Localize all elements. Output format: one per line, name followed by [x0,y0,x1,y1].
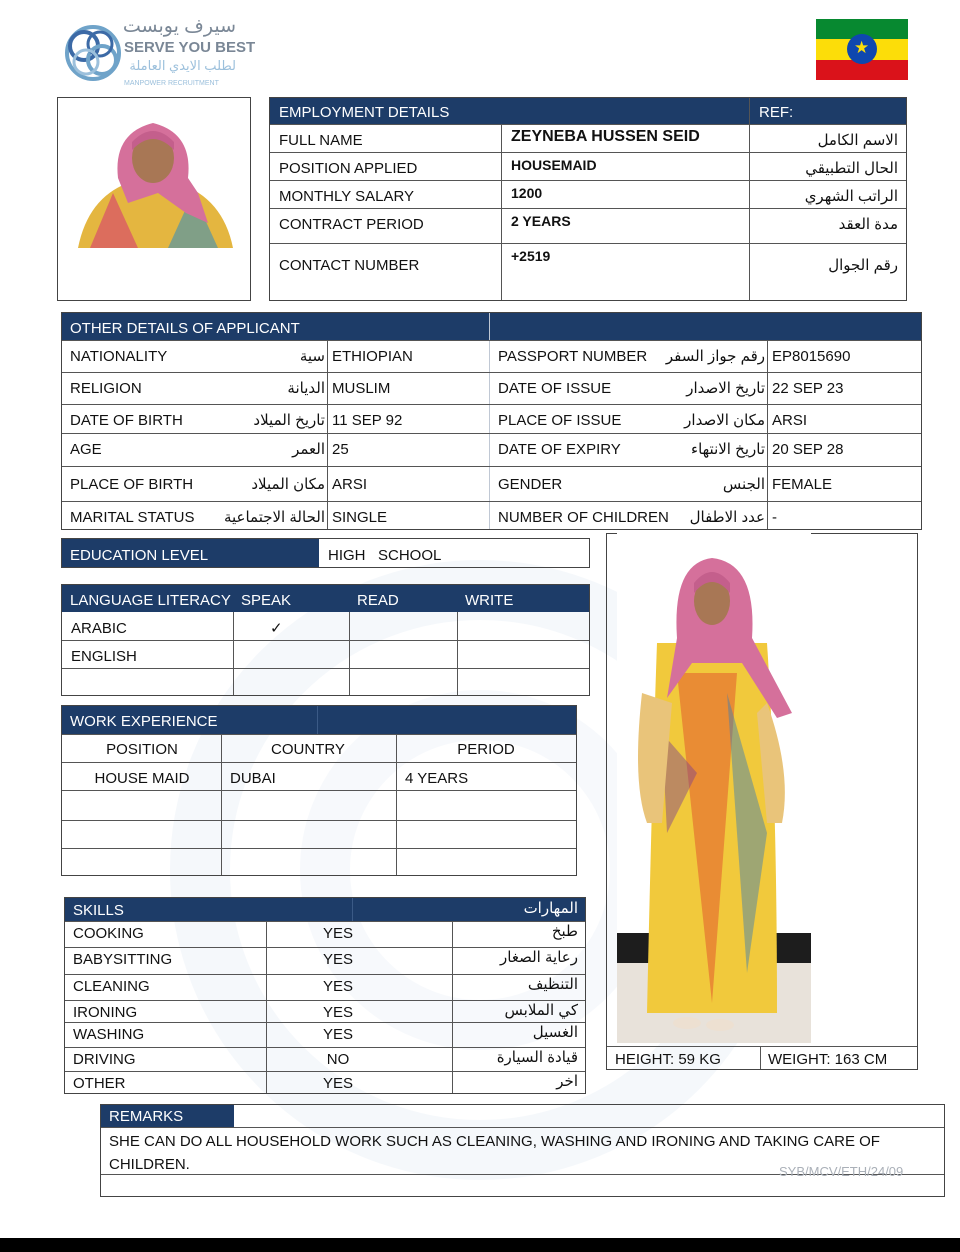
full-body-photo [617,533,811,1043]
row-divider [65,1071,585,1072]
row-divider [270,243,906,244]
weight-label: WEIGHT: 163 CM [768,1051,888,1068]
detail-label-ar: الحالة الاجتماعية [223,509,325,526]
skill-name-ar: الغسيل [532,1024,578,1041]
skill-value: YES [322,925,353,942]
work-header: COUNTRY [271,741,345,758]
language-header: READ [357,592,399,609]
employment-value: HOUSEMAID [511,157,597,173]
skill-name-ar: طبخ [551,923,578,940]
skill-value: YES [322,1075,353,1092]
detail-label: NUMBER OF CHILDREN [498,509,669,526]
detail-label: DATE OF BIRTH [70,412,183,429]
detail-value: SINGLE [332,509,388,526]
row-divider [62,372,921,373]
detail-value: EP8015690 [772,348,851,365]
detail-label-ar: الجنس [722,476,765,493]
remarks-title: REMARKS [109,1108,184,1125]
row-divider [62,404,921,405]
skill-name: WASHING [73,1026,145,1043]
skills-title-ar: المهارات [523,900,578,917]
employment-label-ar: مدة العقد [838,216,898,233]
detail-label: DATE OF EXPIRY [498,441,621,458]
detail-label: MARITAL STATUS [70,509,195,526]
employment-value: ZEYNEBA HUSSEN SEID [511,128,700,145]
skill-name: BABYSITTING [73,951,173,968]
ref-label: REF: [759,104,794,121]
detail-label-ar: مكان الميلاد [251,476,325,493]
company-logo [62,16,256,88]
work-country: DUBAI [230,770,276,787]
employment-label-ar: الاسم الكامل [817,132,898,149]
portrait-photo-frame [57,97,251,301]
work-period: 4 YEARS [405,770,469,787]
detail-value: FEMALE [772,476,833,493]
col-divider [457,612,458,695]
work-header: PERIOD [457,741,515,758]
logo-english-text: SERVE YOU BEST [124,39,256,56]
row-divider [62,640,589,641]
work-header: POSITION [106,741,178,758]
skill-name: COOKING [73,925,144,942]
employment-label-ar: الحال التطبيقي [805,160,898,177]
row-divider [270,208,906,209]
detail-label-ar: سية [299,348,325,365]
detail-label: PLACE OF ISSUE [498,412,622,429]
detail-value: 25 [332,441,349,458]
skill-value: YES [322,978,353,995]
row-divider [270,124,906,125]
remarks-text: SHE CAN DO ALL HOUSEHOLD WORK SUCH AS CLEANING, WASHING AND IRONING AND TAKING CARE OF CHILDREN. [109,1133,880,1173]
detail-value: ARSI [332,476,368,493]
skill-name-ar: كي الملابس [504,1002,578,1019]
detail-label: RELIGION [70,380,142,397]
detail-value: 20 SEP 28 [772,441,844,458]
detail-label-ar: تاريخ الانتهاء [691,441,765,458]
row-divider [62,762,576,763]
row-divider [62,340,921,341]
detail-value: ETHIOPIAN [332,348,413,365]
row-divider [62,848,576,849]
language-cell: ENGLISH [71,648,137,665]
detail-label-ar: العمر [292,441,325,458]
detail-label: AGE [70,441,102,458]
skill-name-ar: اخر [556,1073,578,1090]
employment-value: 1200 [511,185,543,201]
skills-title: SKILLS [73,902,124,919]
skill-name: DRIVING [73,1051,136,1068]
employment-label: CONTACT NUMBER [279,257,420,274]
other-details-title: OTHER DETAILS OF APPLICANT [70,320,300,337]
row-divider [62,466,921,467]
detail-value: 22 SEP 23 [772,380,844,397]
employment-value: +2519 [511,248,551,264]
skill-name: CLEANING [73,978,150,995]
skill-name-ar: رعاية الصغار [500,949,578,966]
employment-label-ar: رقم الجوال [828,257,898,274]
detail-value: MUSLIM [332,380,391,397]
work-experience-title: WORK EXPERIENCE [70,713,218,730]
detail-label: DATE OF ISSUE [498,380,612,397]
language-header: WRITE [465,592,514,609]
col-divider [396,734,397,875]
skill-value: YES [322,1004,353,1021]
col-divider [221,734,222,875]
logo-knot-icon [62,20,124,86]
detail-label-ar: تاريخ الاصدار [686,380,765,397]
row-divider [62,501,921,502]
row-divider [62,433,921,434]
logo-arabic-text: سيرف يوبست [122,16,236,37]
detail-label: GENDER [498,476,563,493]
detail-label: PLACE OF BIRTH [70,476,194,493]
portrait-photo [58,98,249,298]
row-divider [62,790,576,791]
logo-arabic-subtext: لطلب الايدي العاملة [129,58,236,73]
detail-value: - [772,509,777,526]
logo-english-subtext: MANPOWER RECRUITMENT [124,80,219,87]
divider [749,98,750,300]
height-label: HEIGHT: 59 KG [615,1051,721,1068]
ethiopia-flag-icon: ★ [816,19,908,80]
reference-code: SYB/MCV/ETH/24/09 [779,1164,904,1179]
detail-label-ar: مكان الاصدار [684,412,765,429]
row-divider [270,152,906,153]
employment-value: 2 YEARS [511,213,571,229]
employment-label: FULL NAME [279,132,363,149]
work-position: HOUSE MAID [94,770,190,787]
row-divider [62,820,576,821]
employment-label: MONTHLY SALARY [279,188,415,205]
row-divider [65,1022,585,1023]
detail-label-ar: تاريخ الميلاد [253,412,325,429]
row-divider [65,1000,585,1001]
row-divider [62,734,576,735]
language-cell: ✓ [270,620,283,637]
skill-name-ar: قيادة السيارة [496,1049,578,1066]
row-divider [65,1047,585,1048]
detail-label-ar: عدد الاطفال [689,509,765,526]
row-divider [65,974,585,975]
detail-label: PASSPORT NUMBER [498,348,648,365]
employment-label: POSITION APPLIED [279,160,418,177]
education-label: EDUCATION LEVEL [70,547,209,564]
col-divider [349,612,350,695]
skill-name: IRONING [73,1004,138,1021]
language-header: SPEAK [241,592,292,609]
skill-value: YES [322,951,353,968]
employment-label-ar: الراتب الشهري [804,188,898,205]
employment-label: CONTRACT PERIOD [279,216,424,233]
skill-value: NO [326,1051,350,1068]
detail-label: NATIONALITY [70,348,168,365]
detail-value: 11 SEP 92 [332,412,403,429]
employment-title: EMPLOYMENT DETAILS [279,104,450,121]
skill-value: YES [322,1026,353,1043]
detail-value: ARSI [772,412,808,429]
col-divider [233,612,234,695]
detail-label-ar: الديانة [287,380,325,397]
row-divider [270,180,906,181]
detail-label-ar: رقم جواز السفر [665,348,765,365]
language-cell: ARABIC [71,620,127,637]
education-value: HIGH SCHOOL [328,547,442,564]
row-divider [62,668,589,669]
row-divider [65,921,585,922]
row-divider [65,947,585,948]
skill-name-ar: التنظيف [527,976,578,993]
skill-name: OTHER [73,1075,126,1092]
language-header: LANGUAGE LITERACY [70,592,231,609]
